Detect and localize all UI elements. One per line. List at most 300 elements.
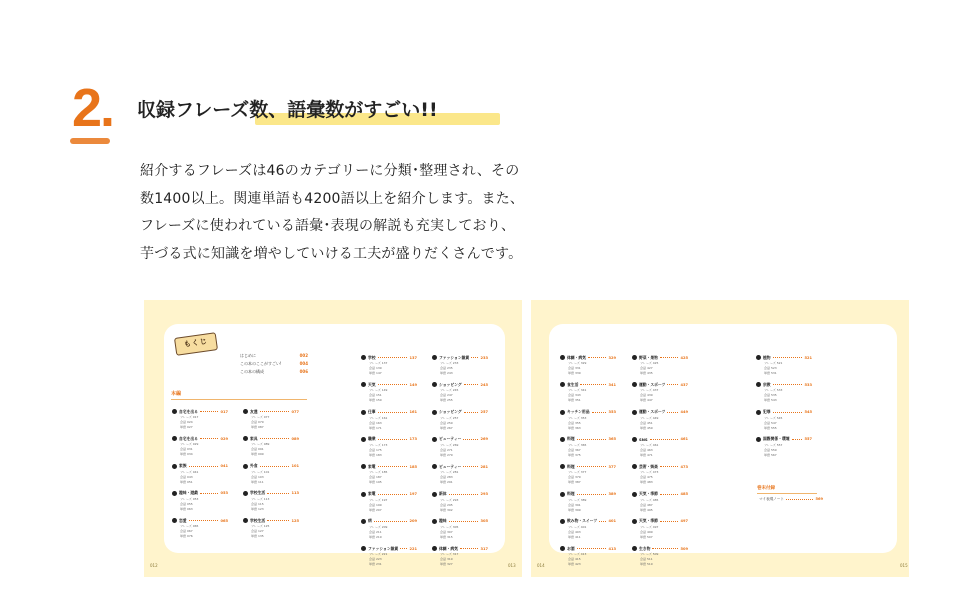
bullet-icon (361, 437, 366, 442)
sub-page: 127 (257, 529, 264, 534)
entry-head (632, 463, 688, 470)
entry-page: 545 (804, 410, 812, 415)
entry-page: 017 (220, 409, 228, 414)
sub-page: 391 (574, 502, 581, 507)
bullet-icon (172, 409, 177, 414)
sub-label: フレーズ (640, 442, 652, 447)
intro-row (240, 352, 308, 360)
entry-page: 485 (680, 492, 688, 496)
entry-page: 161 (409, 410, 417, 415)
sub-page: 159 (375, 398, 382, 403)
sub-label: 単語 (369, 452, 376, 457)
appendix-item: マイ表現ノート (759, 496, 784, 501)
sub-page: 533 (776, 388, 783, 393)
entry-head (361, 545, 417, 552)
entry-page: 209 (409, 519, 417, 524)
sub-page: 509 (652, 552, 659, 557)
sub-page: 173 (381, 442, 388, 447)
entry-sub-row (361, 480, 417, 485)
sub-page: 389 (580, 497, 587, 502)
sub-page: 377 (580, 470, 587, 475)
sub-page: 473 (652, 470, 659, 475)
sub-label: 会話 (440, 366, 447, 370)
sub-label: 単語 (180, 534, 187, 539)
bullet-icon (361, 546, 366, 551)
sub-label: 会話 (180, 474, 187, 479)
entry-head (361, 409, 417, 416)
section-label-main: 本編 (171, 391, 182, 397)
entry-head (756, 409, 812, 416)
sub-page: 063 (186, 506, 193, 511)
contents-entry (560, 545, 616, 575)
entry-head (361, 491, 417, 498)
sub-label: 会話 (251, 474, 258, 479)
sub-label: フレーズ (568, 388, 580, 393)
sub-page: 387 (574, 480, 581, 485)
entry-title: キッチン用品 (567, 409, 590, 415)
sub-label: 会話 (440, 393, 447, 398)
contents-entry (432, 518, 488, 548)
entry-page: 305 (480, 519, 488, 524)
sub-page: 269 (452, 442, 459, 447)
entry-title: 学校生活 (250, 490, 266, 496)
entry-sub-row (632, 453, 688, 458)
leader-dots (580, 384, 606, 385)
sub-page: 267 (446, 425, 453, 430)
sub-page: 341 (580, 388, 587, 393)
sub-page: 343 (574, 393, 581, 398)
leader-dots (378, 357, 408, 358)
sub-label: 単語 (764, 452, 771, 457)
entry-title: ファッション雑貨 (439, 354, 470, 360)
entry-page: 245 (480, 382, 488, 387)
leader-dots (374, 521, 408, 522)
sub-page: 087 (257, 425, 264, 429)
bullet-icon (243, 491, 248, 496)
sub-page: 231 (375, 562, 382, 567)
sub-label: 単語 (251, 452, 258, 457)
entry-sub-row (172, 452, 228, 457)
section-title: 収録フレーズ数、語彙数がすごい!! (137, 99, 438, 121)
sub-label: 単語 (180, 425, 187, 429)
bullet-icon (432, 519, 437, 524)
entry-page: 029 (220, 436, 228, 441)
entry-title: 家具 (250, 435, 258, 441)
entry-head (243, 490, 299, 497)
entry-sub-row (361, 453, 417, 458)
sub-page: 437 (652, 388, 659, 393)
sub-page: 291 (446, 480, 453, 485)
entry-head (632, 491, 688, 498)
entry-title: 野菜・果物 (639, 354, 658, 360)
entry-sub-row (432, 453, 488, 458)
sub-page: 471 (646, 452, 653, 457)
sub-label: 会話 (764, 420, 771, 425)
leader-dots (463, 439, 478, 440)
entry-title: ショッピング (439, 409, 462, 415)
entry-sub-row (432, 562, 488, 567)
entry-title: 食生活 (567, 381, 579, 387)
entry-sub-row (632, 398, 688, 403)
entry-head (243, 435, 299, 442)
leader-dots (773, 412, 803, 413)
entry-sub-row (432, 398, 488, 403)
contents-entry (172, 490, 228, 520)
entry-head (632, 381, 688, 388)
entry-sub-row (560, 480, 616, 485)
sub-label: 会話 (440, 529, 447, 534)
sub-label: フレーズ (640, 361, 652, 365)
sub-page: 329 (580, 361, 587, 365)
bullet-icon (172, 464, 177, 469)
sub-page: 209 (381, 524, 388, 529)
sub-page: 403 (574, 529, 581, 534)
sub-label: フレーズ (369, 415, 381, 420)
entry-head (361, 354, 417, 361)
intro-label: はじめに (240, 353, 256, 358)
entry-head (432, 409, 488, 416)
contents-entry (361, 354, 417, 384)
sub-label: 単語 (640, 562, 647, 567)
sub-page: 399 (574, 507, 581, 512)
sub-label: 単語 (251, 479, 258, 484)
sub-page: 435 (646, 371, 653, 375)
sub-page: 451 (646, 420, 653, 425)
sub-page: 195 (375, 480, 382, 485)
sub-page: 149 (381, 388, 388, 393)
entry-head (560, 463, 616, 470)
entry-title: 家族 (179, 463, 187, 469)
sub-label: 単語 (440, 534, 447, 539)
sub-page: 305 (452, 524, 459, 529)
sub-label: 単語 (180, 479, 187, 484)
entry-page: 497 (680, 519, 688, 524)
leader-dots (200, 411, 219, 412)
sub-page: 257 (452, 415, 459, 420)
entry-title: 犯罪 (763, 409, 771, 415)
leader-dots (577, 439, 607, 440)
sub-page: 557 (776, 442, 783, 447)
entry-sub-row (560, 398, 616, 403)
bullet-icon (560, 437, 565, 442)
entry-head (632, 409, 688, 416)
sub-label: 会話 (440, 420, 447, 425)
entry-head (172, 408, 228, 415)
sub-label: 単語 (369, 398, 376, 403)
sub-page: 307 (446, 529, 453, 534)
sub-page: 259 (446, 420, 453, 425)
sub-page: 151 (375, 393, 382, 398)
sub-label: フレーズ (180, 415, 192, 419)
leader-dots (449, 494, 479, 495)
entry-sub-row (361, 535, 417, 540)
sub-page: 123 (257, 506, 264, 511)
leader-dots (592, 412, 607, 413)
entry-title: 学校 (368, 354, 376, 360)
bullet-icon (432, 355, 437, 360)
entry-page: 137 (409, 355, 417, 360)
entry-head (756, 354, 812, 361)
entry-sub-row (560, 508, 616, 513)
sub-label: 単語 (568, 507, 575, 512)
leader-dots (378, 384, 408, 385)
sub-page: 175 (375, 447, 382, 452)
entry-head (632, 518, 688, 525)
entry-title: 新体 (439, 491, 447, 496)
entry-head (432, 381, 488, 388)
sub-label: フレーズ (568, 497, 580, 502)
leader-dots (460, 548, 479, 549)
sub-page: 339 (574, 371, 581, 375)
sub-label: フレーズ (764, 361, 776, 365)
sub-label: フレーズ (568, 552, 580, 557)
leader-dots (577, 494, 607, 495)
entry-page: 353 (608, 410, 616, 415)
entry-sub-row (756, 371, 812, 376)
sub-page: 485 (652, 497, 659, 502)
entry-title: 学校生活 (250, 517, 266, 523)
leader-dots (200, 438, 219, 439)
entry-head (172, 517, 228, 524)
sub-page: 139 (375, 366, 382, 370)
sub-page: 519 (646, 562, 653, 567)
sub-page: 543 (770, 398, 777, 403)
bullet-icon (361, 464, 366, 469)
entry-head (756, 381, 812, 388)
intro-page: 006 (299, 369, 308, 374)
bullet-icon (361, 382, 366, 387)
sub-page: 017 (192, 415, 199, 419)
sub-page: 223 (375, 557, 382, 562)
entry-page: 437 (680, 382, 688, 387)
entry-head (632, 436, 688, 443)
leader-dots (599, 521, 606, 522)
sub-label: 単語 (440, 507, 447, 512)
sub-page: 331 (574, 366, 581, 370)
sub-label: 単語 (440, 371, 447, 375)
appendix-row (759, 496, 823, 502)
sub-label: フレーズ (251, 496, 263, 501)
entry-page: 449 (680, 410, 688, 415)
entry-page: 521 (804, 355, 812, 360)
bullet-icon (560, 464, 565, 469)
entry-sub-row (756, 398, 812, 403)
sub-label: フレーズ (369, 361, 381, 365)
entry-head (361, 381, 417, 388)
leader-dots (378, 412, 408, 413)
entry-title: ファッション雑貨 (368, 545, 399, 551)
sub-label: 会話 (369, 420, 376, 425)
bullet-icon (432, 546, 437, 551)
entry-page: 233 (480, 355, 488, 360)
sub-page: 427 (646, 366, 653, 370)
sub-page: 415 (574, 557, 581, 562)
intro-list (240, 352, 308, 376)
entry-title: 運動・スポーツ (639, 409, 666, 415)
leader-dots (577, 466, 607, 467)
entry-title: 植物 (763, 354, 771, 360)
sub-label: 会話 (568, 475, 575, 480)
entry-head (172, 463, 228, 470)
sub-page: 137 (381, 361, 388, 365)
contents-entry (632, 381, 688, 411)
contents-entry (756, 354, 812, 384)
sub-page: 051 (186, 479, 193, 484)
entry-sub-row (243, 425, 299, 430)
leader-dots (260, 466, 290, 467)
intro-label: この本の構成 (240, 369, 264, 374)
leader-dots (660, 521, 679, 522)
entry-page: 113 (291, 491, 299, 496)
entry-title: 国際関係・環境 (763, 436, 790, 442)
sub-label: 会話 (568, 529, 575, 534)
sub-label: 単語 (640, 398, 647, 403)
sub-label: 会話 (180, 501, 187, 506)
section-rule (171, 399, 307, 400)
sub-page: 555 (770, 425, 777, 430)
leader-dots (577, 548, 607, 549)
bullet-icon (632, 546, 637, 551)
contents-entry (172, 408, 228, 438)
sub-page: 147 (375, 371, 382, 375)
entry-sub-row (756, 453, 812, 458)
sub-label: 単語 (440, 452, 447, 457)
bullet-icon (560, 519, 565, 524)
entry-head (243, 408, 299, 415)
entry-sub-row (560, 426, 616, 431)
entry-title: 芸術・娯楽 (639, 463, 658, 469)
intro-page: 002 (299, 353, 308, 358)
leader-dots (200, 493, 219, 494)
contents-entry (172, 435, 228, 465)
bullet-icon (243, 409, 248, 414)
entry-head (432, 491, 488, 498)
contents-entry (756, 381, 812, 411)
entry-head (172, 490, 228, 497)
entry-title: 自宅を出る (179, 435, 198, 441)
sub-label: 単語 (440, 562, 447, 567)
sub-label: フレーズ (568, 470, 580, 475)
sub-page: 089 (263, 442, 270, 447)
sub-label: フレーズ (640, 388, 652, 393)
entry-sub-row (243, 452, 299, 457)
sub-page: 271 (446, 447, 453, 452)
sub-label: 単語 (568, 425, 575, 430)
bullet-icon (632, 492, 637, 497)
sub-page: 459 (646, 425, 653, 430)
entry-title: 宗教 (763, 381, 771, 387)
sub-label: 会話 (440, 557, 447, 562)
sub-label: フレーズ (251, 524, 263, 529)
entry-head (560, 354, 616, 361)
contents-entry (432, 436, 488, 466)
sub-page: 293 (452, 497, 459, 502)
entry-page: 041 (220, 464, 228, 469)
entry-head (560, 436, 616, 443)
sub-page: 567 (770, 452, 777, 457)
sub-page: 067 (186, 529, 193, 534)
sub-page: 101 (263, 469, 270, 474)
intro-label: この本のここがすごい! (240, 361, 282, 366)
sub-page: 295 (446, 502, 453, 507)
entry-head (560, 491, 616, 498)
sub-label: 会話 (369, 502, 376, 507)
entry-title: 体調・病気 (567, 354, 586, 360)
entry-title: 家電 (368, 463, 376, 469)
sub-label: 単語 (369, 534, 376, 539)
entry-page: 365 (608, 437, 616, 442)
sub-page: 559 (770, 447, 777, 452)
entry-page: 377 (608, 464, 616, 469)
entry-sub-row (432, 508, 488, 513)
sub-label: フレーズ (640, 524, 652, 529)
entry-head (756, 436, 812, 443)
entry-page: 509 (680, 546, 688, 551)
entry-sub-row (243, 534, 299, 539)
entry-title: 天気 (368, 381, 376, 387)
sub-label: フレーズ (640, 415, 652, 420)
entry-page: 257 (480, 410, 488, 415)
sub-page: 411 (574, 534, 581, 539)
contents-entry (243, 517, 299, 547)
contents-entry (432, 354, 488, 384)
entry-head (432, 545, 488, 552)
entry-title: ビューティー (439, 436, 462, 442)
sub-page: 379 (574, 475, 581, 480)
sub-label: 会話 (568, 502, 575, 507)
entry-page: 341 (608, 382, 616, 387)
sub-label: 単語 (369, 371, 376, 375)
leader-dots (463, 466, 478, 467)
sub-label: 会話 (568, 420, 575, 425)
sub-page: 099 (257, 452, 264, 457)
sub-page: 161 (381, 415, 388, 420)
sub-label: 会話 (369, 366, 376, 370)
entry-page: 089 (291, 436, 299, 441)
sub-label: 会話 (764, 393, 771, 398)
bullet-icon (632, 437, 637, 442)
contents-entry (560, 381, 616, 411)
entry-sub-row (361, 426, 417, 431)
sub-label: フレーズ (369, 388, 381, 393)
entry-page: 281 (480, 464, 488, 469)
entry-head (560, 409, 616, 416)
sub-label: フレーズ (369, 524, 381, 529)
contents-entry (560, 518, 616, 548)
entry-sub-row (172, 534, 228, 539)
leader-dots (189, 466, 219, 467)
entry-sub-row (632, 480, 688, 485)
sub-page: 483 (646, 480, 653, 485)
sub-page: 235 (446, 366, 453, 370)
sub-label: 会話 (640, 529, 647, 534)
leader-dots (449, 521, 479, 522)
contents-entry (632, 354, 688, 384)
sub-page: 076 (186, 534, 193, 539)
entry-title: 生き物 (639, 545, 651, 551)
sub-label: フレーズ (640, 470, 652, 475)
bullet-icon (172, 491, 177, 496)
bullet-icon (756, 355, 761, 360)
leader-dots (378, 494, 408, 495)
entry-sub-row (560, 535, 616, 540)
sub-label: フレーズ (440, 470, 452, 475)
contents-entry (243, 490, 299, 520)
contents-entry (560, 436, 616, 466)
sub-label: フレーズ (369, 470, 381, 475)
bullet-icon (432, 410, 437, 415)
entry-sub-row (560, 562, 616, 567)
